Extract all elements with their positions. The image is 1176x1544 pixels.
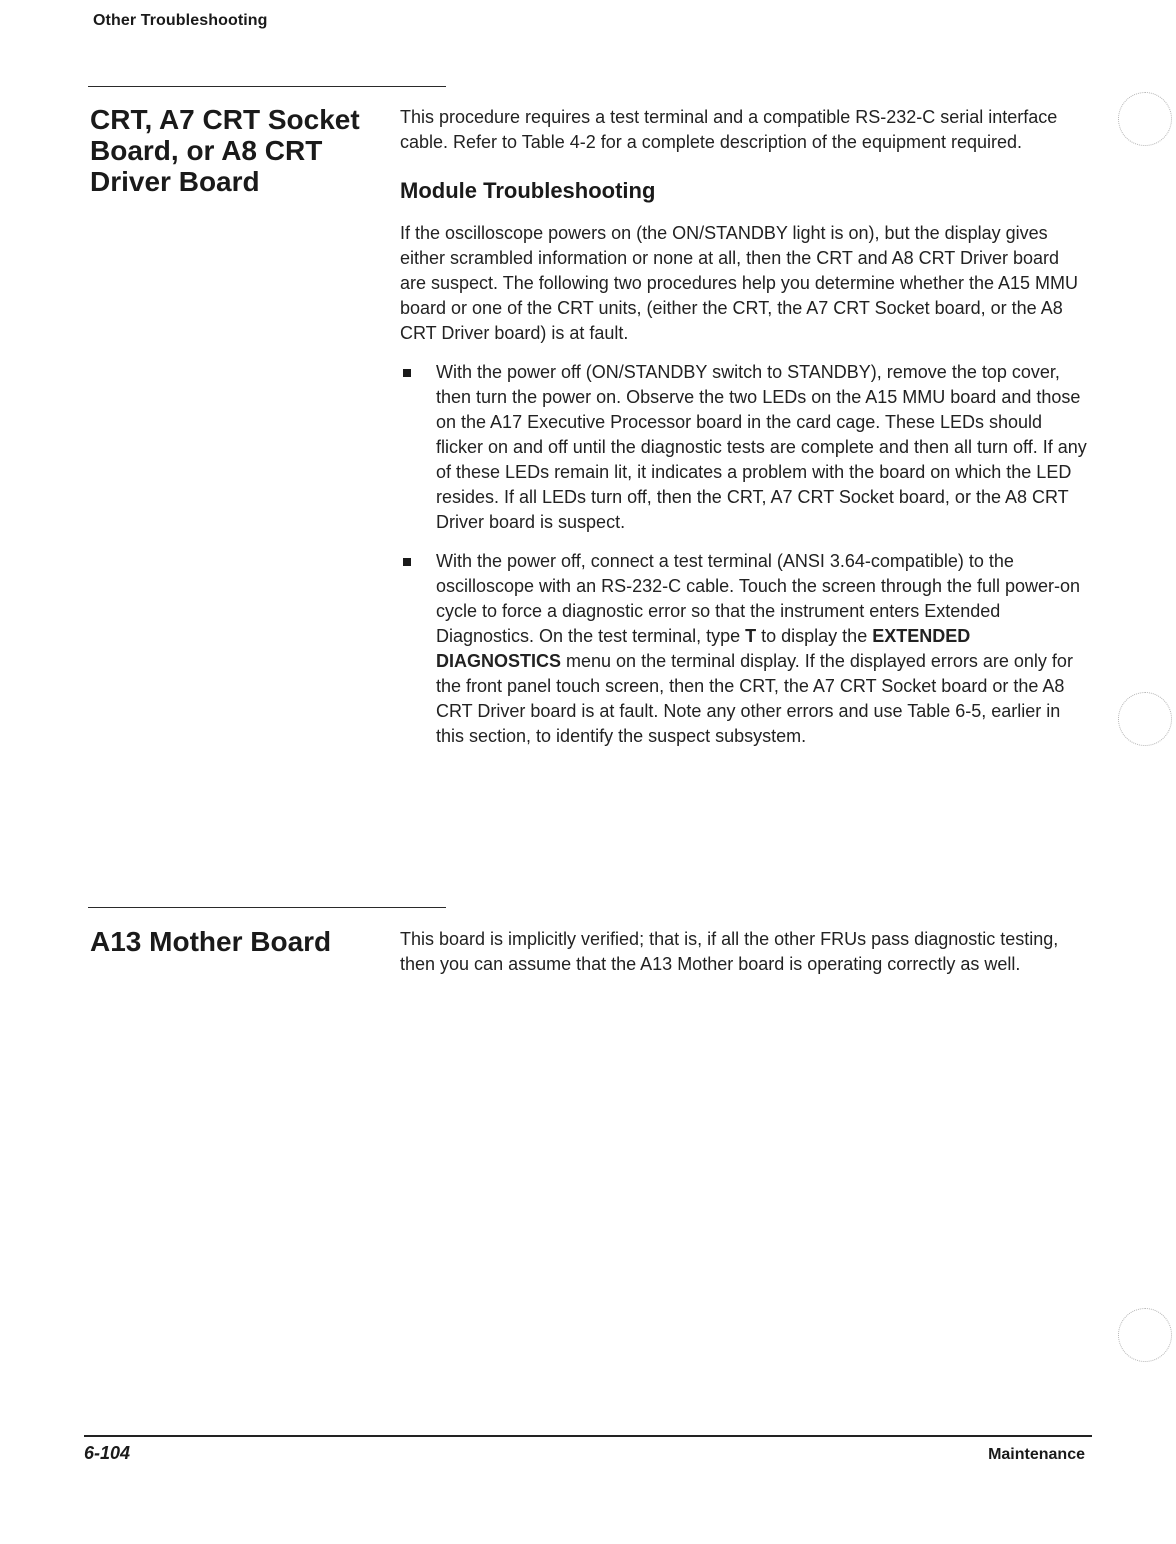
section-title-mother-board: A13 Mother Board — [90, 926, 332, 957]
footer-rule — [84, 1435, 1092, 1437]
bullet-square-icon — [403, 369, 411, 377]
menu-name: EXTENDED DIAGNOSTICS — [436, 626, 971, 671]
intro-paragraph: This procedure requires a test terminal and a compatible RS-232-C serial interface cable. Refer to Table 4-2 for a complete description of the equipment required. — [400, 107, 1058, 152]
mother-board-paragraph: This board is implicitly verified; that is, if all the other FRUs pass diagnostic testing, then you can assume that the A13 Mother board is operating correctly as well. — [400, 929, 1059, 974]
list-item — [400, 549, 1090, 749]
module-paragraph: If the oscilloscope powers on (the ON/STANDBY light is on), but the display gives either scrambled information or none at all, then the CRT and A8 CRT Driver board are suspect. The following two procedures help you determine whether the A15 MMU board or one of the CRT units, (either the CRT, the A7 CRT Socket board, or the A8 CRT Driver board) is at fault. — [400, 223, 1079, 343]
list-item — [400, 360, 1090, 535]
procedure-list — [400, 360, 1090, 749]
module-troubleshooting-heading: Module Troubleshooting — [400, 178, 656, 203]
section-rule — [88, 907, 446, 908]
bullet-text-part2: to display the — [756, 626, 873, 646]
section-body-crt — [400, 105, 1090, 749]
running-head: Other Troubleshooting — [93, 12, 268, 29]
bullet-text-part3: menu on the terminal display. If the displayed errors are only for the front panel touch screen, then the CRT, the A7 CRT Socket board or the A8 CRT Driver board is at fault. Note any other errors and use Table 6-5, earlier in this section, to identify the suspect subsystem. — [436, 651, 1073, 746]
key-t: T — [745, 626, 757, 646]
page-number: 6-104 — [84, 1443, 131, 1463]
bullet-square-icon — [403, 558, 411, 566]
binder-hole — [1118, 692, 1172, 746]
binder-hole — [1118, 1308, 1172, 1362]
section-title-crt: CRT, A7 CRT Socket Board, or A8 CRT Driver Board — [90, 104, 360, 197]
section-body-mother-board — [400, 927, 1090, 977]
binder-hole — [1118, 92, 1172, 146]
bullet-text-part1: With the power off, connect a test terminal (ANSI 3.64-compatible) to the oscilloscope with an RS-232-C cable. Touch the screen through the full power-on cycle to force a diagnostic error so that the instrument enters Extended Diagnostics. On the test terminal, type — [436, 551, 1081, 646]
section-rule — [88, 86, 446, 87]
bullet-text: With the power off (ON/STANDBY switch to STANDBY), remove the top cover, then turn the power on. Observe the two LEDs on the A15 MMU board and those on the A17 Executive Processor board in the card cage. These LEDs should flicker on and off until the diagnostic tests are complete and then all turn off. If any of these LEDs remain lit, it indicates a problem with the board on which the LED resides. If all LEDs turn off, then the CRT, A7 CRT Socket board, or the A8 CRT Driver board is suspect. — [436, 362, 1087, 532]
footer-section-name: Maintenance — [988, 1446, 1085, 1463]
